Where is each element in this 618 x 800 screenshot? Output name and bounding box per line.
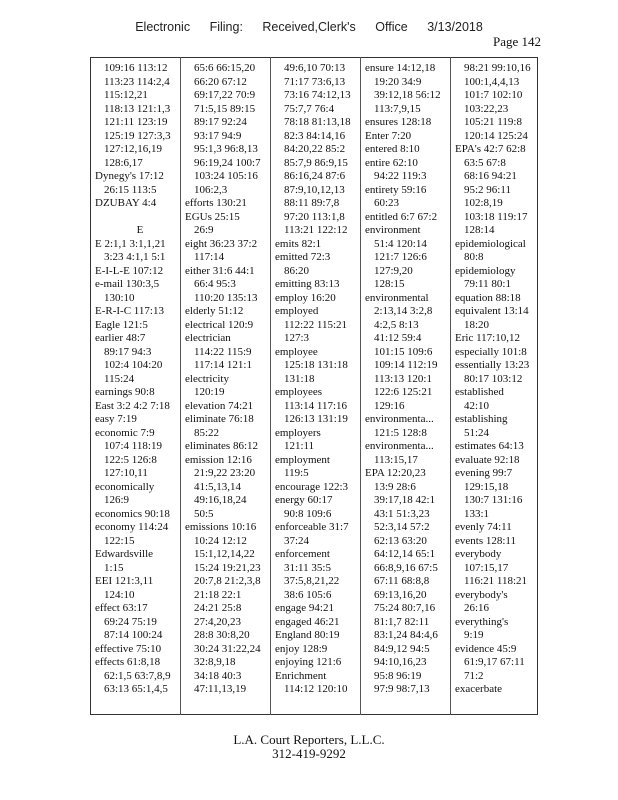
index-line: 38:6 105:6 — [284, 588, 332, 601]
index-line: 122:15 — [104, 534, 135, 547]
index-line: either 31:6 44:1 — [185, 264, 255, 277]
index-line: Dynegy's 17:12 — [95, 170, 164, 182]
index-line: 52:3,14 57:2 — [374, 521, 430, 533]
index-line: 117:14 121:1 — [194, 359, 252, 371]
index-line: England 80:19 — [275, 629, 340, 641]
index-line: 10:24 12:12 — [194, 534, 247, 547]
index-line: established — [455, 386, 504, 398]
index-line: engage 94:21 — [275, 602, 334, 614]
index-line: electricity — [185, 372, 229, 385]
index-line: eliminate 76:18 — [185, 413, 254, 425]
index-line: 113:7,9,15 — [374, 102, 421, 115]
index-column-3 — [275, 62, 365, 697]
index-line: 69:17,22 70:9 — [194, 89, 256, 101]
index-line: events 128:11 — [455, 534, 516, 547]
index-line: 121:5 128:8 — [374, 426, 427, 439]
index-line: 102:8,19 — [464, 197, 503, 209]
index-line: Edwardsville — [95, 548, 154, 560]
index-line: emits 82:1 — [275, 237, 322, 250]
index-line: 79:11 80:1 — [464, 278, 511, 290]
index-line: 97:9 98:7,13 — [374, 683, 430, 695]
index-line: 121:7 126:6 — [374, 251, 427, 263]
index-line: 117:14 — [194, 251, 225, 263]
index-line: essentially 13:23 — [455, 359, 530, 371]
index-line: 80:8 — [464, 251, 484, 263]
index-line: everything's — [455, 615, 509, 628]
footer-phone: 312-419-9292 — [272, 746, 346, 761]
index-column-2 — [185, 62, 275, 697]
index-line: emitting 83:13 — [275, 278, 340, 290]
index-line: everybody's — [455, 588, 508, 601]
index-line: Eric 117:10,12 — [455, 332, 520, 344]
filing-header — [0, 20, 618, 34]
index-line: 107:4 118:19 — [104, 440, 162, 452]
index-line: EPA's 42:7 62:8 — [455, 143, 526, 155]
index-line: effects 61:8,18 — [95, 656, 161, 668]
index-line: 89:17 94:3 — [104, 345, 152, 358]
header-electronic: Electronic — [135, 20, 191, 34]
index-line: East 3:2 4:2 7:18 — [95, 399, 170, 412]
index-line: 80:17 103:12 — [464, 372, 523, 385]
index-line: 50:5 — [194, 507, 214, 520]
index-line: 127:12,16,19 — [104, 143, 163, 155]
index-line: 69:24 75:19 — [104, 615, 157, 628]
index-line: energy 60:17 — [275, 494, 333, 506]
index-line: 87:14 100:24 — [104, 629, 163, 641]
index-line: 113:14 117:16 — [284, 399, 348, 412]
index-line: 84:9,12 94:5 — [374, 642, 430, 655]
index-line: 100:1,4,4,13 — [464, 75, 520, 88]
index-line: earlier 48:7 — [95, 332, 146, 344]
index-line: 126:13 131:19 — [284, 413, 348, 425]
index-line: 122:5 126:8 — [104, 453, 157, 466]
index-line: 78:18 81:13,18 — [284, 116, 351, 128]
index-line: 41:12 59:4 — [374, 332, 422, 344]
index-line: 115:24 — [104, 372, 135, 385]
index-line: 34:18 40:3 — [194, 669, 242, 682]
header-filing: Filing: — [209, 20, 243, 34]
index-line: E-I-L-E 107:12 — [95, 264, 164, 277]
index-line: 71:17 73:6,13 — [284, 75, 346, 88]
index-line: 103:22,23 — [464, 102, 509, 115]
index-line: 107:15,17 — [464, 561, 509, 574]
index-line: evaluate 92:18 — [455, 453, 520, 466]
index-line: efforts 130:21 — [185, 197, 247, 209]
index-line: 51:4 120:14 — [374, 237, 427, 250]
index-line: 93:17 94:9 — [194, 129, 242, 142]
index-line: 68:16 94:21 — [464, 170, 517, 182]
index-line: 103:24 105:16 — [194, 170, 258, 182]
index-line: 97:20 113:1,8 — [284, 210, 345, 223]
index-line: 113:23 114:2,4 — [104, 75, 170, 88]
index-line: 127:10,11 — [104, 467, 148, 479]
index-line: employees — [275, 386, 323, 398]
index-line: 71:5,15 89:15 — [194, 102, 256, 115]
index-column-4 — [365, 62, 455, 697]
index-line: enforcement — [275, 548, 330, 560]
index-line: 62:13 63:20 — [374, 534, 427, 547]
index-line: 81:1,7 82:11 — [374, 615, 430, 628]
index-column-5 — [455, 62, 545, 697]
index-line: 63:5 67:8 — [464, 156, 506, 169]
index-line: emission 12:16 — [185, 453, 252, 466]
index-line: evening 99:7 — [455, 467, 513, 479]
index-line: 128:15 — [374, 278, 405, 290]
index-line: especially 101:8 — [455, 345, 527, 358]
index-spacer — [95, 211, 185, 225]
footer — [0, 733, 618, 761]
index-line: 129:16 — [374, 399, 405, 412]
index-line: entire 62:10 — [365, 156, 418, 169]
index-line: 2:13,14 3:2,8 — [374, 305, 433, 317]
index-line: 121:11 — [284, 440, 315, 452]
index-line: environmenta... — [365, 440, 434, 452]
index-line: Enrichment — [275, 669, 327, 682]
index-line: encourage 122:3 — [275, 480, 348, 493]
index-line: 26:15 113:5 — [104, 183, 157, 196]
index-line: 9:19 — [464, 629, 484, 641]
index-line: 26:9 — [194, 224, 214, 236]
index-line: 47:11,13,19 — [194, 683, 247, 695]
index-line: estimates 64:13 — [455, 440, 524, 452]
index-line: 102:4 104:20 — [104, 359, 163, 371]
index-line: 49:6,10 70:13 — [284, 62, 346, 74]
index-line: 13:9 28:6 — [374, 480, 416, 493]
index-line: 66:8,9,16 67:5 — [374, 561, 438, 574]
index-line: emitted 72:3 — [275, 251, 331, 263]
index-line: 121:11 123:19 — [104, 116, 168, 128]
index-line: 124:10 — [104, 588, 135, 601]
index-line: elevation 74:21 — [185, 399, 254, 412]
index-line: 113:13 120:1 — [374, 372, 432, 385]
index-line: enjoying 121:6 — [275, 656, 342, 668]
index-line: eight 36:23 37:2 — [185, 237, 258, 250]
index-line: entirety 59:16 — [365, 183, 427, 196]
index-line: 103:18 119:17 — [464, 210, 528, 223]
index-line: 94:10,16,23 — [374, 656, 427, 668]
index-line: employ 16:20 — [275, 291, 336, 304]
index-line: 49:16,18,24 — [194, 494, 247, 506]
index-line: 1:15 — [104, 561, 124, 574]
index-line: 63:13 65:1,4,5 — [104, 683, 168, 695]
index-line: 84:20,22 85:2 — [284, 143, 346, 155]
index-line: 110:20 135:13 — [194, 291, 258, 304]
index-line: 101:7 102:10 — [464, 89, 523, 101]
index-line: 60:23 — [374, 197, 400, 209]
index-line: 105:21 119:8 — [464, 116, 522, 128]
index-line: 95:2 96:11 — [464, 183, 511, 196]
index-line: economic 7:9 — [95, 426, 155, 439]
index-line: 120:14 125:24 — [464, 129, 528, 142]
index-line: 19:20 34:9 — [374, 75, 422, 88]
index-line: everybody — [455, 548, 502, 560]
index-line: electrician — [185, 332, 231, 344]
index-line: elderly 51:12 — [185, 305, 244, 317]
index-line: 51:24 — [464, 426, 490, 439]
index-line: 28:8 30:8,20 — [194, 629, 250, 641]
index-line: 128:14 — [464, 224, 495, 236]
index-line: employed — [275, 305, 319, 317]
index-line: environment — [365, 224, 421, 236]
index-line: 126:9 — [104, 494, 130, 506]
index-line: earnings 90:8 — [95, 386, 155, 398]
index-line: 98:21 99:10,16 — [464, 62, 531, 74]
index-line: Enter 7:20 — [365, 129, 412, 142]
index-line: 42:10 — [464, 399, 490, 412]
index-line: 112:22 115:21 — [284, 318, 348, 331]
header-date: 3/13/2018 — [427, 20, 483, 34]
index-line: 113:15,17 — [374, 453, 418, 466]
index-line: 86:16,24 87:6 — [284, 170, 346, 182]
index-line: employment — [275, 453, 330, 466]
index-line: epidemiology — [455, 264, 516, 277]
index-line: enforceable 31:7 — [275, 521, 349, 533]
index-line: employers — [275, 426, 321, 439]
index-line: 4:2,5 8:13 — [374, 318, 419, 331]
index-line: enjoy 128:9 — [275, 642, 328, 655]
index-line: 21:18 22:1 — [194, 588, 242, 601]
index-line: 15:24 19:21,23 — [194, 561, 261, 574]
index-line: entered 8:10 — [365, 143, 420, 155]
index-line: equation 88:18 — [455, 291, 521, 304]
index-line: E-R-I-C 117:13 — [95, 305, 164, 317]
footer-company: L.A. Court Reporters, L.L.C. — [233, 732, 385, 747]
index-line: 15:1,12,14,22 — [194, 548, 255, 560]
index-line: 131:18 — [284, 372, 315, 385]
index-line: 31:11 35:5 — [284, 561, 331, 574]
index-line: 43:1 51:3,23 — [374, 507, 430, 520]
index-line: 86:20 — [284, 264, 310, 277]
index-line: 125:18 131:18 — [284, 359, 348, 371]
index-line: 127:3 — [284, 332, 310, 344]
index-line: 66:4 95:3 — [194, 278, 236, 290]
index-line: 21:9,22 23:20 — [194, 467, 256, 479]
index-line: effective 75:10 — [95, 642, 162, 655]
index-line: 85:7,9 86:9,15 — [284, 156, 348, 169]
index-line: 90:8 109:6 — [284, 507, 332, 520]
index-line: ensure 14:12,18 — [365, 62, 436, 74]
index-line: economically — [95, 480, 155, 493]
index-line: 71:2 — [464, 669, 484, 682]
index-line: 32:8,9,18 — [194, 656, 236, 668]
index-line: 87:9,10,12,13 — [284, 183, 345, 196]
index-line: easy 7:19 — [95, 413, 137, 425]
index-line: 130:10 — [104, 291, 135, 304]
index-line: 89:17 92:24 — [194, 116, 247, 128]
index-line: 24:21 25:8 — [194, 602, 242, 614]
index-line: 18:20 — [464, 318, 490, 331]
header-office: Office — [375, 20, 408, 34]
index-line: 61:9,17 67:11 — [464, 656, 525, 668]
index-line: establishing — [455, 413, 508, 425]
index-line: DZUBAY 4:4 — [95, 197, 157, 209]
index-line: 109:14 112:19 — [374, 359, 438, 371]
index-letter-heading: E — [136, 224, 144, 236]
index-line: effect 63:17 — [95, 602, 148, 614]
index-line: environmental — [365, 291, 429, 304]
index-line: 75:24 80:7,16 — [374, 602, 436, 614]
index-line: equivalent 13:14 — [455, 305, 529, 317]
index-line: employee — [275, 345, 318, 358]
index-line: 116:21 118:21 — [464, 575, 528, 587]
index-line: economy 114:24 — [95, 521, 169, 533]
index-line: 69:13,16,20 — [374, 588, 427, 601]
index-line: 109:16 113:12 — [104, 62, 168, 74]
index-line: 129:15,18 — [464, 480, 509, 493]
index-line: evenly 74:11 — [455, 521, 512, 533]
index-line: 41:5,13,14 — [194, 480, 242, 493]
index-line: evidence 45:9 — [455, 642, 517, 655]
index-line: 37:5,8,21,22 — [284, 575, 340, 587]
index-line: 26:16 — [464, 602, 490, 614]
index-line: economics 90:18 — [95, 507, 170, 520]
index-line: 65:6 66:15,20 — [194, 62, 256, 74]
index-line: exacerbate — [455, 683, 503, 695]
index-line: 73:16 74:12,13 — [284, 89, 351, 101]
index-line: electrical 120:9 — [185, 318, 254, 331]
index-line: eliminates 86:12 — [185, 440, 259, 452]
index-line: epidemiological — [455, 237, 526, 250]
index-line: environmenta... — [365, 413, 434, 425]
index-line: 96:19,24 100:7 — [194, 156, 261, 169]
index-line: ensures 128:18 — [365, 116, 432, 128]
index-line: 127:9,20 — [374, 264, 413, 277]
index-line: 85:22 — [194, 426, 220, 439]
index-line: 30:24 31:22,24 — [194, 642, 261, 655]
index-line: 27:4,20,23 — [194, 615, 242, 628]
index-line: 114:22 115:9 — [194, 345, 252, 358]
index-line: 122:6 125:21 — [374, 386, 433, 398]
page-number: Page 142 — [493, 34, 542, 49]
index-line: 114:12 120:10 — [284, 683, 348, 695]
header-received: Received,Clerk's — [262, 20, 356, 34]
index-line: engaged 46:21 — [275, 615, 340, 628]
index-line: 119:5 — [284, 467, 309, 479]
index-line: EGUs 25:15 — [185, 210, 240, 223]
index-line: 95:8 96:19 — [374, 669, 422, 682]
index-line: 101:15 109:6 — [374, 345, 433, 358]
index-line: 128:6,17 — [104, 156, 143, 169]
index-line: 82:3 84:14,16 — [284, 129, 346, 142]
index-line: 39:12,18 56:12 — [374, 89, 441, 101]
index-line: 115:12,21 — [104, 89, 148, 101]
index-line: 64:12,14 65:1 — [374, 548, 436, 560]
index-line: 118:13 121:1,3 — [104, 102, 171, 115]
index-line: 130:7 131:16 — [464, 494, 523, 506]
index-line: 88:11 89:7,8 — [284, 197, 340, 209]
index-line: entitled 6:7 67:2 — [365, 210, 438, 223]
index-column-1 — [95, 62, 185, 697]
index-line: 75:7,7 76:4 — [284, 102, 335, 115]
index-line: EEI 121:3,11 — [95, 575, 154, 587]
index-line: 113:21 122:12 — [284, 224, 348, 236]
index-line: 106:2,3 — [194, 183, 228, 196]
index-line: 125:19 127:3,3 — [104, 129, 171, 142]
index-line: 67:11 68:8,8 — [374, 575, 430, 587]
index-line: 66:20 67:12 — [194, 75, 247, 88]
index-line: 20:7,8 21:2,3,8 — [194, 575, 261, 587]
index-line: e-mail 130:3,5 — [95, 278, 160, 290]
index-line: 83:1,24 84:4,6 — [374, 629, 438, 641]
index-line: 39:17,18 42:1 — [374, 494, 436, 506]
index-line: 3:23 4:1,1 5:1 — [104, 251, 166, 263]
index-line: 120:19 — [194, 386, 225, 398]
index-line: E 2:1,1 3:1,1,21 — [95, 237, 166, 250]
index-line: EPA 12:20,23 — [365, 467, 426, 479]
index-line: 133:1 — [464, 507, 490, 520]
index-line: 94:22 119:3 — [374, 170, 427, 182]
index-line: Eagle 121:5 — [95, 318, 148, 331]
index-line: 37:24 — [284, 534, 310, 547]
index-line: emissions 10:16 — [185, 521, 257, 533]
index-line: 62:1,5 63:7,8,9 — [104, 669, 171, 682]
index-line: 95:1,3 96:8,13 — [194, 143, 258, 155]
